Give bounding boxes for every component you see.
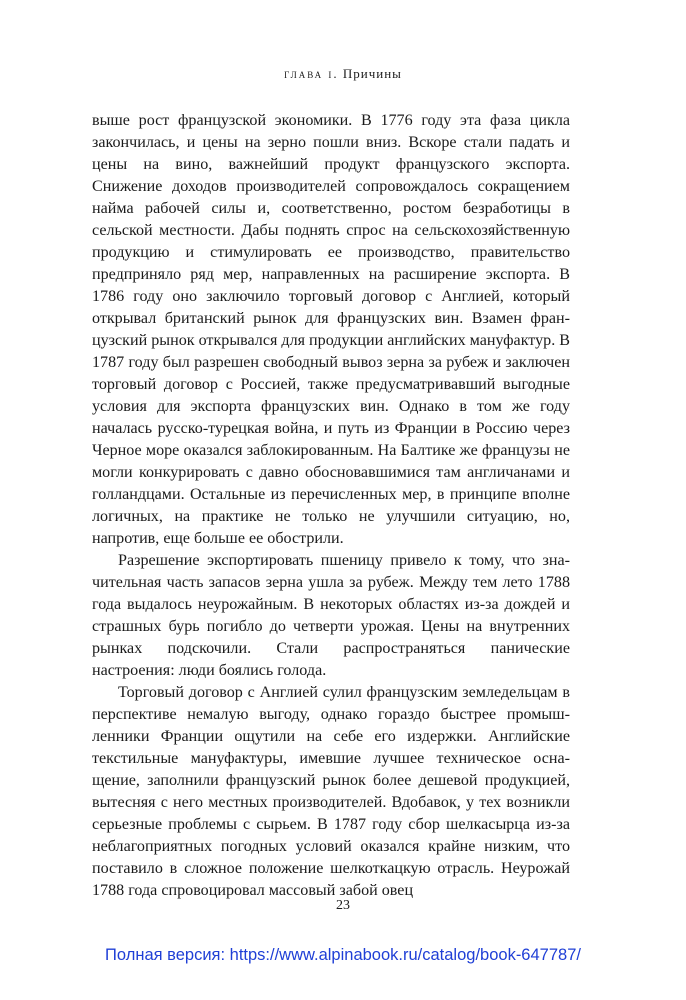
- paragraph-2: Разрешение экспортировать пшеницу привело к тому, что значительная часть запасов зерна ушла за рубеж. Между тем лето 1788 года выдалось неурожайным. В некоторых областях из-за дождей и страшных бурь погибло до четверти урожая. Цены на внутренних рынках подскочили. Стали распространяться панические настроения: люди боялись голода.: [92, 552, 570, 679]
- paragraph-3: Торговый договор с Англией сулил французским земледельцам в перспективе немалую выгоду, однако гораздо быстрее промышленники Франции ощутили на себе его издержки. Английские текстильные мануфактуры, имевшие лучшее техническое оснащение, заполнили французский рынок более дешевой продукцией, вытесняя с него местных производителей. Вдобавок, у тех возникли серьезные проблемы с сырьем. В 1787 году сбор шелкасырца из-за неблагоприятных погодных условий оказался крайне низким, что поставило в сложное положение шелкоткацкую отрасль. Неурожай 1788 года спровоцировал массовый забой овец: [92, 684, 570, 899]
- paragraph-1: выше рост французской экономики. В 1776 году эта фаза цикла закончилась, и цены на зерно пошли вниз. Вскоре стали падать и цены на вино, важнейший продукт французского экспорта. Снижение доходов производителей сопровождалось сокращением найма рабочей силы и, соответственно, ростом безработицы в сельской местности. Дабы поднять спрос на сельскохозяйственную продукцию и стимулировать ее производство, правительство предприняло ряд мер, направленных на расширение экспорта. В 1786 году оно заключило торговый договор с Англией, который открывал британский рынок для французских вин. Взамен французский рынок открывался для продукции английских мануфактур. В 1787 году был разрешен свободный вывоз зерна за рубеж и заключен торговый договор с Россией, также предусматривавший выгодные условия для экспорта французских вин. Однако в том же году началась русско-турецкая война, и путь из Франции в Россию через Черное море оказался заблокированным. На Балтике же французы не могли конкурировать с давно обосновавшимися там англичанами и голландцами. Остальные из перечисленных мер, в принципе вполне логичных, на практике не только не улучшили ситуацию, но, напротив, еще больше ее обострили.: [92, 112, 571, 547]
- chapter-label: глава i.: [284, 66, 339, 81]
- full-version-link[interactable]: Полная версия: https://www.alpinabook.ru/catalog/book-647787/: [105, 946, 581, 964]
- page-number: 23: [336, 898, 350, 913]
- running-head: [0, 66, 686, 82]
- body-text: [92, 110, 570, 902]
- chapter-title: Причины: [342, 66, 402, 81]
